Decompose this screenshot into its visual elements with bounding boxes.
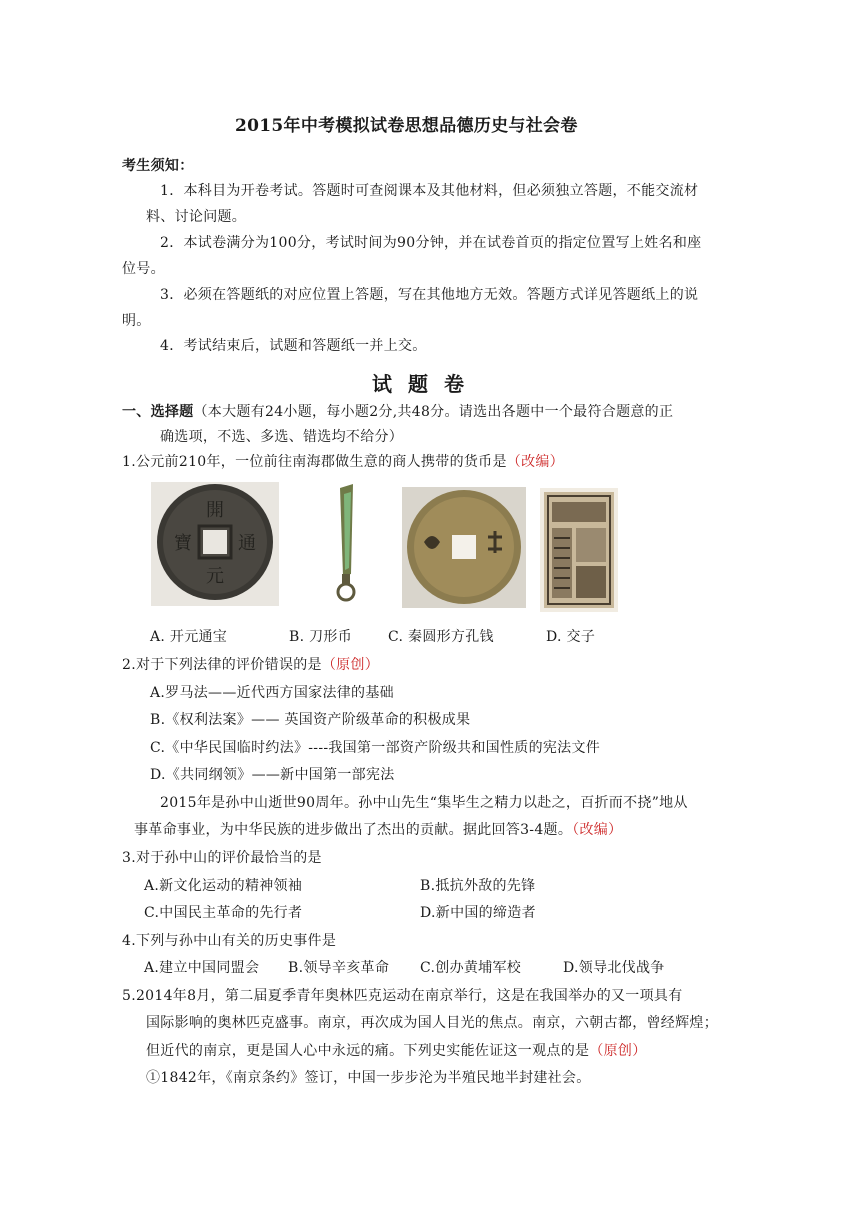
q4-option-a: A.建立中国同盟会 (144, 960, 260, 976)
q2-option-c: C.《中华民国临时约法》----我国第一部资产阶级共和国性质的宪法文件 (150, 740, 601, 756)
q1-tag: （改编） (506, 454, 564, 470)
q4-option-d: D.领导北伐战争 (563, 960, 665, 976)
part1-heading: 一、选择题 (122, 404, 194, 420)
notice-heading: 考生须知： (122, 158, 194, 174)
q2-option-d: D.《共同纲领》——新中国第一部宪法 (150, 767, 395, 783)
passage-line-2 (134, 820, 622, 840)
passage-line: 2015年是孙中山逝世90周年。孙中山先生“集毕生之精力以赴之，百折而不挠”地从 (160, 795, 688, 811)
q1-option-b: B. 刀形币 (289, 629, 352, 645)
part1-desc-cont: 确选项，不选、多选、错选均不给分） (160, 429, 404, 445)
notice-line: 1．本科目为开卷考试。答题时可查阅课本及其他材料，但必须独立答题，不能交流材 (160, 183, 699, 199)
q3-stem: 3.对于孙中山的评价最恰当的是 (122, 850, 322, 866)
qin-coin-image (402, 487, 526, 608)
q2-stem: 2.对于下列法律的评价错误的是 (122, 657, 322, 673)
q3-option-a: A.新文化运动的精神领袖 (144, 878, 303, 894)
notice-line: 2．本试卷满分为100分，考试时间为90分钟，并在试卷首页的指定位置写上姓名和座 (160, 235, 702, 251)
q5-item-1: ①1842年，《南京条约》签订，中国一步步沦为半殖民地半封建社会。 (146, 1070, 591, 1086)
q1-option-c: C. 秦圆形方孔钱 (388, 629, 494, 645)
notice-line: 明。 (122, 313, 151, 329)
q5-text: 但近代的南京，更是国人心中永远的痛。下列史实能佐证这一观点的是 (146, 1043, 590, 1059)
q5-line: 5.2014年8月，第二届夏季青年奥林匹克运动在南京举行，这是在我国举办的又一项具有 (122, 988, 683, 1004)
q4-option-c: C.创办黄埔军校 (420, 960, 522, 976)
question-1 (122, 452, 564, 472)
svg-text:開: 開 (206, 500, 224, 521)
q2-option-b: B.《权利法案》—— 英国资产阶级革命的积极成果 (150, 712, 471, 728)
notice-line: 料、讨论问题。 (146, 209, 247, 225)
passage-text: 事革命事业，为中华民族的进步做出了杰出的贡献。据此回答3-4题。 (134, 822, 573, 838)
part1-desc: （本大题有24小题，每小题2分,共48分。请选出各题中一个最符合题意的正 (193, 404, 674, 420)
passage-tag: （改编） (572, 822, 623, 838)
coin-kaiyuan-image (151, 482, 279, 606)
section-title: 试题卷 (372, 372, 480, 396)
q5-line-3 (146, 1041, 647, 1061)
q2-tag: （原创） (321, 657, 380, 673)
q1-option-a: A. 开元通宝 (150, 629, 228, 645)
q5-line: 国际影响的奥林匹克盛事。南京，再次成为国人目光的焦点。南京，六朝古都，曾经辉煌； (146, 1015, 718, 1031)
svg-text:通: 通 (238, 533, 256, 554)
q3-option-d: D.新中国的缔造者 (420, 905, 536, 921)
knife-coin-image (307, 482, 381, 606)
svg-text:寶: 寶 (174, 533, 192, 554)
svg-text:元: 元 (206, 566, 224, 587)
notice-line: 位号。 (122, 261, 165, 277)
jiaozi-note-image (540, 488, 618, 612)
q4-stem: 4.下列与孙中山有关的历史事件是 (122, 933, 337, 949)
part1-intro (122, 402, 673, 422)
q1-stem: 1.公元前210年，一位前往南海郡做生意的商人携带的货币是 (122, 454, 507, 470)
page-title: 2015年中考模拟试卷思想品德历史与社会卷 (235, 116, 578, 136)
q3-option-b: B.抵抗外敌的先锋 (420, 878, 536, 894)
q1-option-d: D. 交子 (546, 629, 596, 645)
notice-line: 3．必须在答题纸的对应位置上答题，写在其他地方无效。答题方式详见答题纸上的说 (160, 287, 699, 303)
notice-line: 4．考试结束后，试题和答题纸一并上交。 (160, 338, 427, 354)
q2-option-a: A.罗马法——近代西方国家法律的基础 (150, 685, 394, 701)
q4-option-b: B.领导辛亥革命 (288, 960, 390, 976)
question-2 (122, 655, 379, 675)
q3-option-c: C.中国民主革命的先行者 (144, 905, 303, 921)
q5-tag: （原创） (589, 1043, 647, 1059)
